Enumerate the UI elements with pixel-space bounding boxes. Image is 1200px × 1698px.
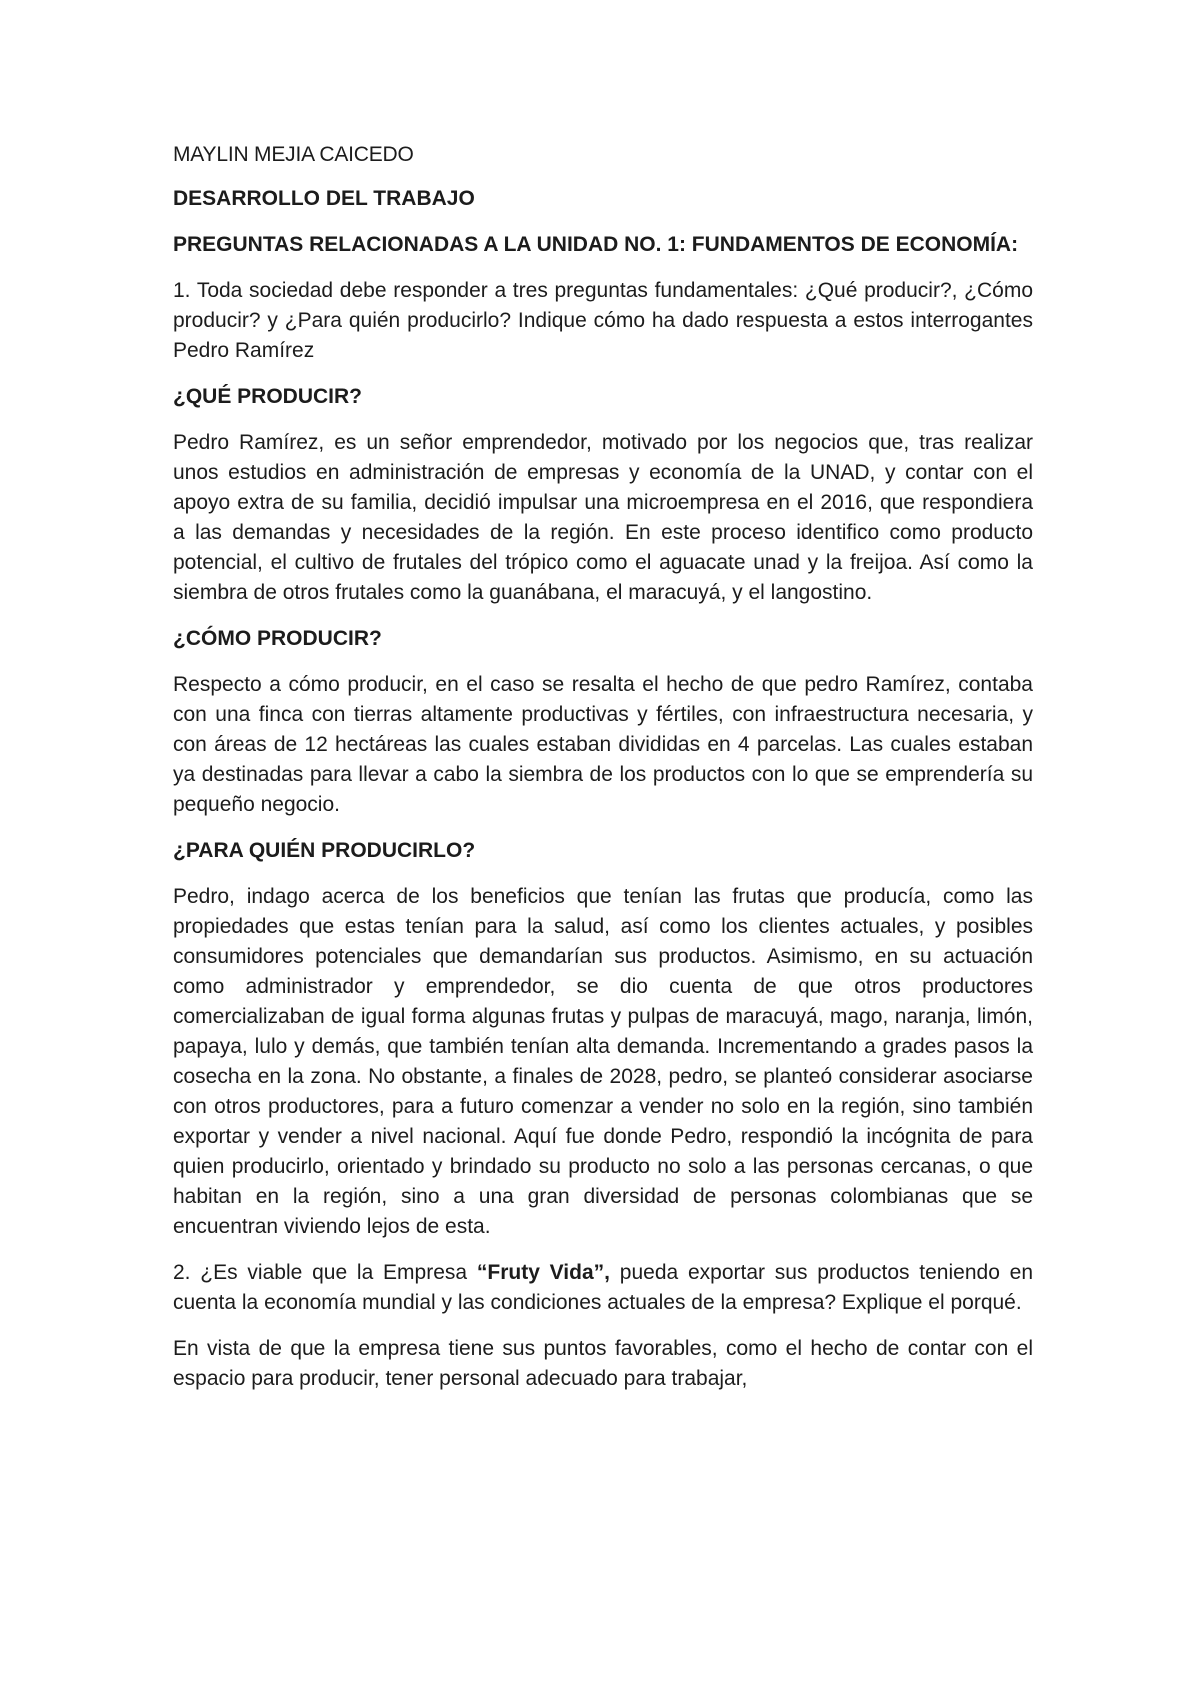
question-2 (173, 1258, 1033, 1318)
author-name: MAYLIN MEJIA CAICEDO (173, 143, 414, 166)
paragraph-para-quien-producirlo: Pedro, indago acerca de los beneficios que tenían las frutas que producía, como las propiedades que estas tenían para la salud, así como los clientes actuales, y posibles consumidores potenciales que demandarían sus productos. Asimismo, en su actuación como administrador y emprendedor, se dio cuenta de que otros productores comercializaban de igual forma algunas frutas y pulpas de maracuyá, mago, naranja, limón, papaya, lulo y demás, que también tenían alta demanda. Incrementando a grades pasos la cosecha en la zona. No obstante, a finales de 2028, pedro, se planteó considerar asociarse con otros productores, para a futuro comenzar a vender no solo en la región, sino también exportar y vender a nivel nacional. Aquí fue donde Pedro, respondió la incógnita de para quien producirlo, orientado y brindado su producto no solo a las personas cercanas, o que habitan en la región, sino a una gran diversidad de personas colombianas que se encuentran viviendo lejos de esta. (173, 885, 1033, 1238)
question-2-text-start: 2. ¿Es viable que la Empresa (173, 1261, 477, 1284)
unit-heading: PREGUNTAS RELACIONADAS A LA UNIDAD NO. 1: FUNDAMENTOS DE ECONOMÍA: (173, 233, 1019, 256)
closing-paragraph: En vista de que la empresa tiene sus puntos favorables, como el hecho de contar con el espacio para producir, tener personal adecuado para trabajar, (173, 1337, 1033, 1390)
heading-que-producir: ¿QUÉ PRODUCIR? (173, 385, 362, 408)
heading-como-producir: ¿CÓMO PRODUCIR? (173, 627, 382, 650)
section-title: DESARROLLO DEL TRABAJO (173, 187, 475, 210)
question-2-text-end: pueda exportar sus productos teniendo en cuenta la economía mundial y las condiciones actuales de la empresa? Explique el porqué. (173, 1261, 1034, 1314)
document-body (173, 140, 1033, 1410)
paragraph-que-producir: Pedro Ramírez, es un señor emprendedor, motivado por los negocios que, tras realizar unos estudios en administración de empresas y economía de la UNAD, y contar con el apoyo extra de su familia, decidió impulsar una microempresa en el 2016, que respondiera a las demandas y necesidades de la región. En este proceso identifico como producto potencial, el cultivo de frutales del trópico como el aguacate unad y la freijoa. Así como la siembra de otros frutales como la guanábana, el maracuyá, y el langostino. (173, 431, 1033, 604)
company-name: “Fruty Vida”, (476, 1261, 610, 1284)
question-1: 1. Toda sociedad debe responder a tres preguntas fundamentales: ¿Qué producir?, ¿Cómo producir? y ¿Para quién producirlo? Indique cómo ha dado respuesta a estos interrogantes Pedro Ramírez (173, 279, 1033, 362)
heading-para-quien-producirlo: ¿PARA QUIÉN PRODUCIRLO? (173, 839, 476, 862)
paragraph-como-producir: Respecto a cómo producir, en el caso se resalta el hecho de que pedro Ramírez, contaba con una finca con tierras altamente productivas y fértiles, con infraestructura necesaria, y con áreas de 12 hectáreas las cuales estaban divididas en 4 parcelas. Las cuales estaban ya destinadas para llevar a cabo la siembra de los productos con lo que se emprendería su pequeño negocio. (173, 673, 1033, 816)
